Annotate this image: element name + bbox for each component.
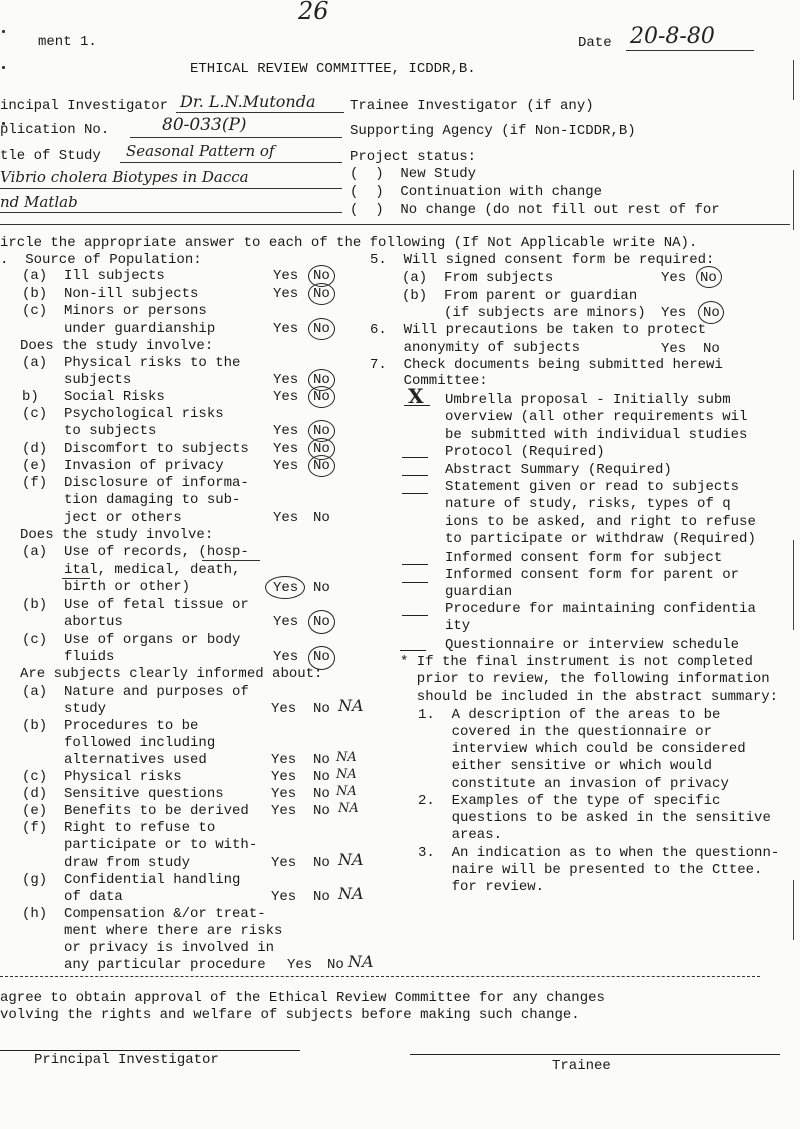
checkbox-blank bbox=[402, 475, 428, 476]
study-involve-heading: Does the study involve: bbox=[20, 338, 214, 354]
note-item: naire will be presented to the Cttee. bbox=[418, 862, 763, 878]
title-underline bbox=[120, 162, 342, 163]
answer-yes: Yes bbox=[271, 786, 297, 802]
document-item: be submitted with individual studies bbox=[445, 427, 748, 443]
note-item: constitute an invasion of privacy bbox=[418, 776, 729, 792]
answer-yes: Yes bbox=[271, 769, 297, 785]
question-7: 7. Check documents being submitted herewi bbox=[370, 357, 723, 373]
margin-mark bbox=[2, 66, 5, 69]
status-option: ( ) Continuation with change bbox=[350, 184, 603, 200]
checkbox-blank bbox=[404, 405, 430, 406]
answer-no: No bbox=[313, 372, 330, 388]
instructions: ircle the appropriate answer to each of the following (If Not Applicable write NA). bbox=[0, 235, 698, 251]
answer-no: No bbox=[703, 305, 720, 321]
edge-artifact bbox=[793, 60, 794, 100]
note-item: questions to be asked in the sensitive bbox=[418, 810, 771, 826]
page-scribble: 26 bbox=[298, 0, 329, 25]
answer-yes: Yes bbox=[661, 305, 687, 321]
document-item: Abstract Summary (Required) bbox=[445, 462, 672, 478]
answer-no: No bbox=[313, 614, 330, 630]
note-item: 3. An indication as to when the questionn- bbox=[418, 845, 780, 861]
question-item: ject or others bbox=[22, 510, 182, 526]
edge-artifact bbox=[793, 170, 794, 230]
question-item: (c) Physical risks bbox=[22, 769, 182, 785]
footer-divider bbox=[0, 976, 760, 977]
question-item: followed including bbox=[22, 735, 216, 751]
question-item: (a) Ill subjects bbox=[22, 268, 165, 284]
question-item: ital, medical, death, bbox=[22, 562, 241, 578]
answer-no: No bbox=[313, 458, 330, 474]
question-item: (f) Disclosure of informa- bbox=[22, 475, 249, 491]
note-item: 2. Examples of the type of specific bbox=[418, 793, 721, 809]
answer-circle bbox=[308, 283, 335, 305]
answer-circle bbox=[308, 386, 335, 408]
question-item: fluids bbox=[22, 649, 115, 665]
answer-yes: Yes bbox=[273, 458, 299, 474]
note-item: 1. A description of the areas to be bbox=[418, 707, 721, 723]
question-5b-cont: (if subjects are minors) bbox=[402, 305, 646, 321]
question-item: (c) Psychological risks bbox=[22, 406, 224, 422]
question-item: draw from study bbox=[22, 855, 191, 871]
checkbox-blank bbox=[402, 582, 428, 583]
answer-na: NA bbox=[338, 884, 364, 903]
document-item: to participate or withdraw (Required) bbox=[445, 531, 756, 547]
question-7-cont: Committee: bbox=[370, 373, 488, 389]
date-underline bbox=[626, 50, 754, 51]
question-item: (b) Non-ill subjects bbox=[22, 286, 199, 302]
checkbox-blank bbox=[402, 564, 428, 565]
question-6-cont: anonymity of subjects bbox=[370, 340, 581, 356]
pi-label: incipal Investigator bbox=[0, 98, 169, 114]
answer-yes: Yes bbox=[273, 286, 299, 302]
checkbox-blank bbox=[402, 493, 428, 494]
document-item: Procedure for maintaining confidentia bbox=[445, 601, 756, 617]
question-item: alternatives used bbox=[22, 752, 207, 768]
application-value: 80-033(P) bbox=[162, 115, 247, 135]
question-5: 5. Will signed consent form be required: bbox=[370, 252, 715, 268]
answer-yes: Yes bbox=[661, 341, 687, 357]
answer-yes: Yes bbox=[661, 270, 687, 286]
study-title-line3: nd Matlab bbox=[0, 193, 78, 211]
answer-no: No bbox=[313, 510, 330, 526]
trainee-signature-line bbox=[410, 1054, 780, 1055]
answer-na: NA bbox=[336, 767, 357, 782]
note-item: either sensitive or which would bbox=[418, 758, 713, 774]
study-title-label: tle of Study bbox=[0, 148, 101, 164]
answer-no: No bbox=[313, 423, 330, 439]
pi-value: Dr. L.N.Mutonda bbox=[180, 92, 316, 111]
date-value: 20-8-80 bbox=[630, 24, 715, 49]
answer-circle bbox=[698, 301, 724, 324]
document-item: nature of study, risks, types of q bbox=[445, 496, 731, 512]
question-5a: (a) From subjects bbox=[402, 270, 554, 286]
answer-yes: Yes bbox=[273, 423, 299, 439]
answer-yes: Yes bbox=[271, 855, 297, 871]
edge-artifact bbox=[793, 880, 794, 940]
umbrella-checkmark: X bbox=[408, 384, 424, 408]
margin-mark bbox=[2, 30, 5, 33]
document-item: Informed consent form for parent or bbox=[445, 567, 740, 583]
answer-circle bbox=[308, 318, 335, 340]
document-item: ity bbox=[445, 618, 471, 634]
pi-signature-line bbox=[0, 1050, 300, 1051]
answer-yes: Yes bbox=[271, 752, 297, 768]
study-title-line2: Vibrio cholera Biotypes in Dacca bbox=[0, 168, 249, 186]
answer-circle bbox=[308, 646, 335, 670]
informed-about-heading: Are subjects clearly informed about: bbox=[20, 666, 323, 682]
agency-label: Supporting Agency (if Non-ICDDR,B) bbox=[350, 123, 636, 139]
status-option: ( ) No change (do not fill out rest of for bbox=[350, 202, 720, 218]
answer-no: No bbox=[327, 957, 344, 973]
answer-no: No bbox=[313, 786, 330, 802]
answer-yes: Yes bbox=[273, 372, 299, 388]
source-of-population-heading: . Source of Population: bbox=[0, 252, 202, 268]
document-item: Questionnaire or interview schedule bbox=[445, 637, 740, 653]
answer-no: No bbox=[313, 803, 330, 819]
document-item: Informed consent form for subject bbox=[445, 550, 723, 566]
status-option: ( ) New Study bbox=[350, 166, 477, 182]
project-status-label: Project status: bbox=[350, 149, 477, 165]
trainee-label: Trainee Investigator (if any) bbox=[350, 98, 594, 114]
note-item: for review. bbox=[418, 879, 545, 895]
answer-no: No bbox=[313, 889, 330, 905]
trainee-signature-label: Trainee bbox=[552, 1058, 611, 1074]
question-item: of data bbox=[22, 889, 123, 905]
title-underline bbox=[0, 188, 342, 189]
answer-yes: Yes bbox=[273, 321, 299, 337]
pen-underline bbox=[202, 560, 260, 561]
question-item: (a) Nature and purposes of bbox=[22, 684, 249, 700]
answer-no: No bbox=[313, 389, 330, 405]
question-item: (a) Physical risks to the bbox=[22, 355, 241, 371]
question-item: (c) Use of organs or body bbox=[22, 632, 241, 648]
question-item: under guardianship bbox=[22, 321, 216, 337]
question-item: (e) Invasion of privacy bbox=[22, 458, 224, 474]
committee-title: ETHICAL REVIEW COMMITTEE, ICDDR,B. bbox=[190, 61, 476, 77]
question-item: (d) Discomfort to subjects bbox=[22, 441, 249, 457]
answer-na: NA bbox=[338, 801, 359, 816]
document-item: Protocol (Required) bbox=[445, 444, 605, 460]
answer-circle bbox=[696, 266, 722, 288]
question-item: participate or to with- bbox=[22, 837, 258, 853]
pi-underline bbox=[176, 112, 344, 113]
question-item: to subjects bbox=[22, 423, 157, 439]
answer-na: NA bbox=[338, 850, 364, 869]
answer-no: No bbox=[313, 701, 330, 717]
question-item: (c) Minors or persons bbox=[22, 303, 207, 319]
document-item: Umbrella proposal - Initially subm bbox=[445, 392, 731, 408]
question-item: tion damaging to sub- bbox=[22, 492, 241, 508]
date-label: Date bbox=[578, 35, 612, 51]
answer-no: No bbox=[313, 286, 330, 302]
answer-no: No bbox=[313, 752, 330, 768]
title-underline bbox=[0, 212, 342, 213]
answer-yes: Yes bbox=[271, 701, 297, 717]
answer-yes: Yes bbox=[273, 580, 299, 596]
answer-no: No bbox=[313, 855, 330, 871]
note-line: prior to review, the following information bbox=[400, 671, 770, 687]
answer-no: No bbox=[313, 769, 330, 785]
answer-yes: Yes bbox=[273, 649, 299, 665]
answer-yes: Yes bbox=[273, 510, 299, 526]
note-line: * If the final instrument is not completed bbox=[400, 654, 753, 670]
question-item: (f) Right to refuse to bbox=[22, 820, 216, 836]
question-item: (a) Use of records, (hosp- bbox=[22, 544, 249, 560]
question-item: (d) Sensitive questions bbox=[22, 786, 224, 802]
section-divider bbox=[0, 224, 790, 225]
application-label: plication No. bbox=[0, 122, 110, 138]
checkbox-blank bbox=[400, 650, 426, 651]
checkbox-blank bbox=[402, 457, 428, 458]
document-item: overview (all other requirements wil bbox=[445, 409, 748, 425]
answer-yes: Yes bbox=[273, 389, 299, 405]
question-item: (h) Compensation &/or treat- bbox=[22, 906, 266, 922]
answer-yes: Yes bbox=[287, 957, 313, 973]
note-line: should be included in the abstract summary: bbox=[400, 689, 779, 705]
note-item: interview which could be considered bbox=[418, 741, 746, 757]
answer-circle bbox=[265, 576, 305, 599]
question-item: birth or other) bbox=[22, 579, 191, 595]
question-item: (e) Benefits to be derived bbox=[22, 803, 249, 819]
pen-underline bbox=[62, 578, 90, 579]
study-involve-heading-2: Does the study involve: bbox=[20, 527, 214, 543]
checkbox-blank bbox=[402, 615, 428, 616]
question-item: b) Social Risks bbox=[22, 389, 165, 405]
question-item: or privacy is involved in bbox=[22, 940, 275, 956]
question-6: 6. Will precautions be taken to protect bbox=[370, 322, 707, 338]
question-item: subjects bbox=[22, 372, 132, 388]
answer-yes: Yes bbox=[271, 889, 297, 905]
question-item: (g) Confidential handling bbox=[22, 872, 241, 888]
question-item: (b) Procedures to be bbox=[22, 718, 199, 734]
answer-na: NA bbox=[336, 784, 357, 799]
answer-no: No bbox=[700, 270, 717, 286]
agreement-line: volving the rights and welfare of subjects before making such change. bbox=[0, 1007, 580, 1023]
answer-yes: Yes bbox=[273, 614, 299, 630]
question-item: ment where there are risks bbox=[22, 923, 283, 939]
attachment-label: ment 1. bbox=[38, 34, 97, 50]
answer-yes: Yes bbox=[273, 441, 299, 457]
question-5b: (b) From parent or guardian bbox=[402, 288, 638, 304]
agreement-line: agree to obtain approval of the Ethical Review Committee for any changes bbox=[0, 990, 605, 1006]
document-item: ions to be asked, and right to refuse bbox=[445, 514, 756, 530]
question-item: any particular procedure bbox=[22, 957, 266, 973]
answer-circle bbox=[308, 610, 335, 634]
question-item: abortus bbox=[22, 614, 123, 630]
answer-yes: Yes bbox=[273, 268, 299, 284]
answer-no: No bbox=[313, 580, 330, 596]
edge-artifact bbox=[793, 540, 794, 630]
answer-na: NA bbox=[348, 952, 374, 971]
answer-no: No bbox=[313, 649, 330, 665]
document-item: guardian bbox=[445, 584, 513, 600]
document-item: Statement given or read to subjects bbox=[445, 479, 740, 495]
question-item: study bbox=[22, 701, 107, 717]
pi-signature-label: Principal Investigator bbox=[34, 1052, 219, 1068]
answer-no: No bbox=[313, 268, 330, 284]
answer-no: No bbox=[313, 441, 330, 457]
question-item: (b) Use of fetal tissue or bbox=[22, 597, 249, 613]
note-item: covered in the questionnaire or bbox=[418, 724, 713, 740]
answer-yes: Yes bbox=[271, 803, 297, 819]
answer-circle bbox=[308, 455, 335, 477]
application-underline bbox=[130, 137, 342, 138]
answer-no: No bbox=[703, 341, 720, 357]
note-item: areas. bbox=[418, 827, 503, 843]
answer-na: NA bbox=[336, 750, 357, 765]
answer-na: NA bbox=[338, 696, 364, 715]
answer-no: No bbox=[313, 321, 330, 337]
study-title-line1: Seasonal Pattern of bbox=[126, 142, 275, 160]
